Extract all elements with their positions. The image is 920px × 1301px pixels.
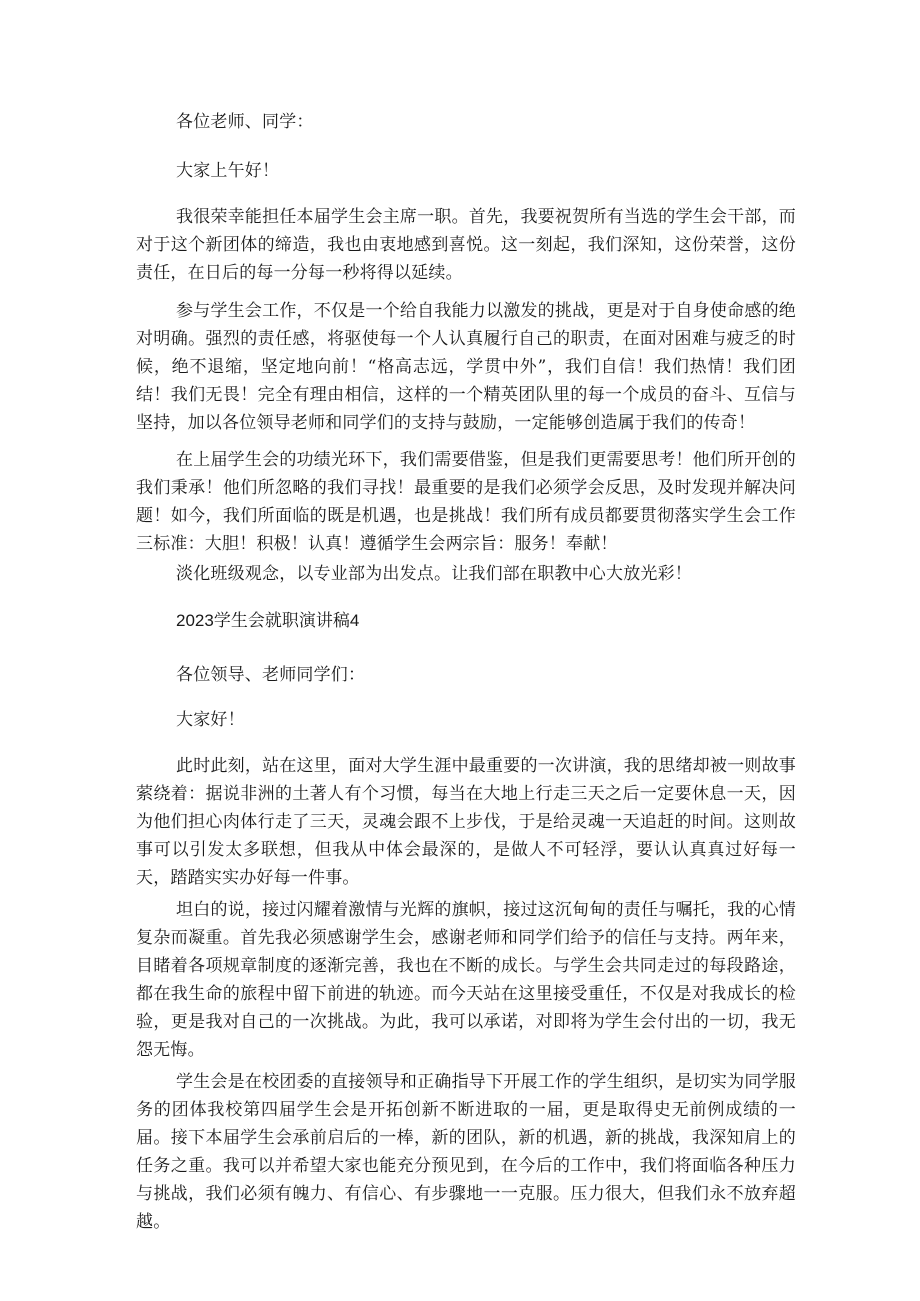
document-page xyxy=(136,0,796,1301)
paragraph: 此时此刻，站在这里，面对大学生涯中最重要的一次讲演，我的思绪却被一则故事萦绕着：据说非洲的土著人有个习惯，每当在大地上行走三天之后一定要休息一天，因为他们担心肉体行走了三天，灵魂会跟不上步伐，于是给灵魂一天追赶的时间。这则故事可以引发太多联想，但我从中体会最深的，是做人不可轻浮，要认认真真过好每一天，踏踏实实办好每一件事。 xyxy=(136,756,796,888)
paragraph: 坦白的说，接过闪耀着激情与光辉的旗帜，接过这沉甸甸的责任与嘱托，我的心情复杂而凝重。首先我必须感谢学生会，感谢老师和同学们给予的信任与支持。两年来，目睹着各项规章制度的逐渐完善，我也在不断的成长。与学生会共同走过的每段路途，都在我生命的旅程中留下前进的轨迹。而今天站在这里接受重任，不仅是对我成长的检验，更是我对自己的一次挑战。为此，我可以承诺，对即将为学生会付出的一切，我无怨无悔。 xyxy=(136,900,796,1060)
salutation: 各位领导、老师同学们： xyxy=(176,665,366,685)
paragraph: 在上届学生会的功绩光环下，我们需要借鉴，但是我们更需要思考！他们所开创的我们秉承！他们所忽略的我们寻找！最重要的是我们必须学会反思，及时发现并解决问题！如今，我们所面临的既是机遇，也是挑战！我们所有成员都要贯彻落实学生会工作三标准：大胆！积极！认真！遵循学生会两宗旨：服务！奉献！ xyxy=(136,450,796,554)
greeting: 大家好！ xyxy=(176,710,245,730)
paragraph: 参与学生会工作，不仅是一个给自我能力以激发的挑战，更是对于自身使命感的绝对明确。强烈的责任感，将驱使每一个人认真履行自己的职责，在面对困难与疲乏的时候，绝不退缩，坚定地向前！“格高志远，学贯中外”，我们自信！我们热情！我们团结！我们无畏！完全有理由相信，这样的一个精英团队里的每一个成员的奋斗、互信与坚持，加以各位领导老师和同学们的支持与鼓励，一定能够创造属于我们的传奇！ xyxy=(136,301,796,433)
paragraph: 我很荣幸能担任本届学生会主席一职。首先，我要祝贺所有当选的学生会干部，而对于这个新团体的缔造，我也由衷地感到喜悦。这一刻起，我们深知，这份荣誉，这份责任，在日后的每一分每一秒将得以延续。 xyxy=(136,207,796,283)
greeting: 大家上午好！ xyxy=(176,161,280,181)
section-heading: 2023学生会就职演讲稿4 xyxy=(176,611,360,630)
paragraph: 淡化班级观念，以专业部为出发点。让我们部在职教中心大放光彩！ xyxy=(176,564,692,584)
paragraph: 学生会是在校团委的直接领导和正确指导下开展工作的学生组织，是切实为同学服务的团体我校第四届学生会是开拓创新不断进取的一届，更是取得史无前例成绩的一届。接下本届学生会承前启后的一棒，新的团队，新的机遇，新的挑战，我深知肩上的任务之重。我可以并希望大家也能充分预见到，在今后的工作中，我们将面临各种压力与挑战，我们必须有魄力、有信心、有步骤地一一克服。压力很大，但我们永不放弃超越。 xyxy=(136,1072,796,1232)
salutation: 各位老师、同学： xyxy=(176,112,314,132)
